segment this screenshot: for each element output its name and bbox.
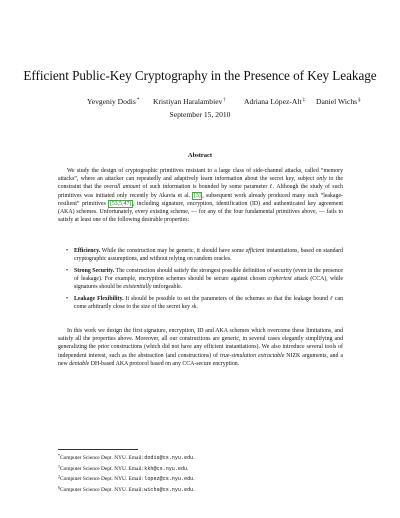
paper-title: Efficient Public-Key Cryptography in the Presence of Key Leakage	[23, 68, 377, 83]
emphasis: ciphertext	[268, 276, 292, 283]
emphasis: overall amount	[103, 184, 141, 191]
paper-date: September 15, 2010	[169, 110, 231, 119]
author: Daniel Wichs§	[316, 97, 361, 106]
list-item: • Efficiency. While the construction may be generic, it should have some efficient instantiations, based on standard cryptographic assumptions, and without relying on random oracles.	[66, 248, 344, 263]
emphasis: ℓ	[269, 184, 273, 191]
footnote: ‡Computer Science Dept. NYU. Email: lopez@cs.nyu.edu.	[58, 474, 195, 483]
email-link[interactable]: wichs@cs.nyu.edu	[144, 487, 194, 494]
footnote-divider	[58, 449, 138, 450]
emphasis: sk	[191, 304, 197, 311]
emphasis: ℓ	[329, 296, 333, 303]
abstract-paragraph: We study the design of cryptographic primitives resistant to a large class of side-channel attacks, called “memory attacks”, where an attacker can repeatedly and adaptively learn information about the secret key, subject only to the constraint that the overall amount of such information is bounded by some parameter ℓ. Although the study of such primitives was initiated only recently by Akavia et al. [3] , subsequent work already produced many such “leakage-resilient” primitives [53,5,47] , including signature, encryption, identification (ID) and authenticated key agreement (AKA) schemes. Unfortunately, every existing scheme, — for any of the four fundamental primitives above, — fails to satisfy at least one of the following desirable properties:	[58, 168, 344, 224]
author: Yevgeniy Dodis*	[87, 97, 140, 106]
property-list	[58, 247, 343, 315]
abstract-heading: Abstract	[187, 152, 213, 159]
emphasis: only	[316, 176, 327, 183]
footnote: †Computer Science Dept. NYU. Email: kkh@cs.nyu.edu.	[58, 463, 189, 472]
emphasis: efficient	[245, 248, 265, 254]
author: Kristiyan Haralambiev†	[153, 97, 226, 106]
author: Adriana López-Alt‡	[244, 97, 306, 106]
author-list	[0, 97, 400, 109]
citation-link[interactable]: [3]	[193, 192, 201, 199]
bullet-icon: •	[66, 267, 69, 274]
emphasis: true-simulation extractable	[219, 352, 285, 359]
list-item: • Strong Security. The construction should satisfy the strongest possible definition of security (even in the presence of leakage). For example, encryption schemes should be secure against chosen ciphertext attack (CCA), while signatures should be existentially unforgeable.	[66, 267, 344, 291]
email-link[interactable]: lopez@cs.nyu.edu	[144, 476, 194, 483]
bullet-icon: •	[66, 248, 69, 254]
footnote: *Computer Science Dept. NYU. Email: dodis@cs.nyu.edu.	[58, 453, 195, 461]
email-link[interactable]: dodis@cs.nyu.edu	[144, 455, 194, 461]
email-link[interactable]: kkh@cs.nyu.edu	[144, 465, 188, 472]
footnotes	[58, 452, 343, 495]
footnote: §Computer Science Dept. NYU. Email: wichs@cs.nyu.edu.	[58, 485, 195, 494]
emphasis: existentially	[123, 284, 152, 291]
abstract-paragraph: In this work we design the first signature, encryption, ID and AKA schemes which overcome these limitations, and satisfy all the properties above. Moreover, all our constructions are generic, in several cases elegantly simplifying and generalizing the prior constructions (which did not have any efficient instantiations). We also introduce several tools of independent interest, such as the abstraction (and constructions) of true-simulation extractable NIZK arguments, and a new deniable DH-based AKA protocol based on any CCA-secure encryption.	[58, 328, 343, 367]
citation-link[interactable]: [53,5,47]	[109, 200, 132, 207]
emphasis: deniable	[69, 360, 90, 367]
list-item: • Leakage Flexibility. It should be possible to set the parameters of the schemes so that the leakage bound ℓ can come arbitrarily close to the size of the secret key sk.	[66, 296, 343, 311]
bullet-icon: •	[66, 296, 69, 303]
